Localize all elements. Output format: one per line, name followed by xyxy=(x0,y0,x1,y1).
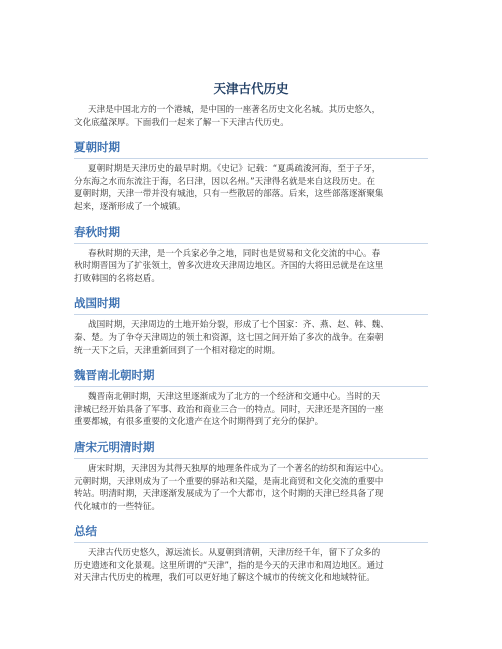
section-heading: 春秋时期 xyxy=(74,224,428,244)
section-chunqiu xyxy=(74,224,428,286)
intro-line: 文化底蕴深厚。下面我们一起来了解一下天津古代历史。 xyxy=(74,117,289,128)
paragraph-line: 元朝时期，天津则成为了一个重要的驿站和关隘，是南北商贸和文化交流的重要中 xyxy=(74,476,384,487)
paragraph-line: 天津古代历史悠久，源远流长。从夏朝到清朝，天津历经千年，留下了众多的 xyxy=(88,548,381,559)
section-heading: 魏晋南北朝时期 xyxy=(74,367,428,387)
paragraph-line: 秦、楚。为了争夺天津周边的领土和资源，这七国之间开始了多次的战争。在秦朝 xyxy=(74,332,384,343)
section-zhanguo xyxy=(74,295,428,357)
document-title: 天津古代历史 xyxy=(213,81,289,96)
paragraph-line: 战国时期，天津周边的土地开始分裂，形成了七个国家：齐、燕、赵、韩、魏、 xyxy=(88,320,389,331)
paragraph-line: 转站。明清时期，天津逐渐发展成为了一个大都市，这个时期的天津已经具备了现 xyxy=(74,489,384,500)
paragraph-line: 秋时期晋国为了扩张领土，曾多次进攻天津周边地区。齐国的大将田忌就是在这里 xyxy=(74,261,384,272)
paragraph-line: 分东海之水而东流注于海，名曰津，因以名州。”天津得名就是来自这段历史。在 xyxy=(74,176,375,187)
section-tangsong xyxy=(74,439,428,513)
intro-line: 天津是中国北方的一个港城，是中国的一座著名历史文化名城。其历史悠久， xyxy=(88,105,381,115)
section-paragraph xyxy=(74,163,428,213)
section-paragraph xyxy=(74,248,428,286)
section-paragraph xyxy=(74,391,428,429)
section-heading: 战国时期 xyxy=(74,295,428,315)
paragraph-line: 起来，逐渐形成了一个城镇。 xyxy=(74,201,186,212)
section-heading: 唐宋元明清时期 xyxy=(74,439,428,459)
paragraph-line: 重要都城，有很多重要的文化遗产在这个时期得到了充分的保护。 xyxy=(74,417,324,428)
section-weijin xyxy=(74,367,428,429)
paragraph-line: 夏朝时期是天津历史的最早时期。《史记》记载：“夏禹疏浚河海，至于子牙， xyxy=(88,164,381,175)
section-paragraph xyxy=(74,319,428,357)
section-xia xyxy=(74,139,428,213)
paragraph-line: 历史遗迹和文化景观。这里所谓的“天津”，指的是今天的天津市和周边地区。通过 xyxy=(74,560,384,571)
section-summary xyxy=(74,523,428,585)
section-heading: 总结 xyxy=(74,523,428,543)
paragraph-line: 津城已经开始具备了军事、政治和商业三合一的特点。同时，天津还是齐国的一座 xyxy=(74,404,384,415)
paragraph-line: 魏晋南北朝时期，天津这里逐渐成为了北方的一个经济和交通中心。当时的天 xyxy=(88,392,381,403)
intro-paragraph xyxy=(74,104,428,129)
paragraph-line: 夏朝时期，天津一带并没有城池，只有一些散居的部落。后来，这些部落逐渐聚集 xyxy=(74,189,384,200)
paragraph-line: 代化城市的一些特征。 xyxy=(74,501,160,512)
section-heading: 夏朝时期 xyxy=(74,139,428,159)
section-paragraph xyxy=(74,547,428,585)
paragraph-line: 打败韩国的名将赵盾。 xyxy=(74,273,160,284)
paragraph-line: 对天津古代历史的梳理，我们可以更好地了解这个城市的传统文化和地域特征。 xyxy=(74,573,375,584)
section-paragraph xyxy=(74,463,428,513)
paragraph-line: 统一天下之后，天津重新回到了一个相对稳定的时期。 xyxy=(74,345,281,356)
paragraph-line: 春秋时期的天津，是一个兵家必争之地，同时也是贸易和文化交流的中心。春 xyxy=(88,248,381,259)
paragraph-line: 唐宋时期，天津因为其得天独厚的地理条件成为了一个著名的纺织和海运中心。 xyxy=(88,463,389,474)
